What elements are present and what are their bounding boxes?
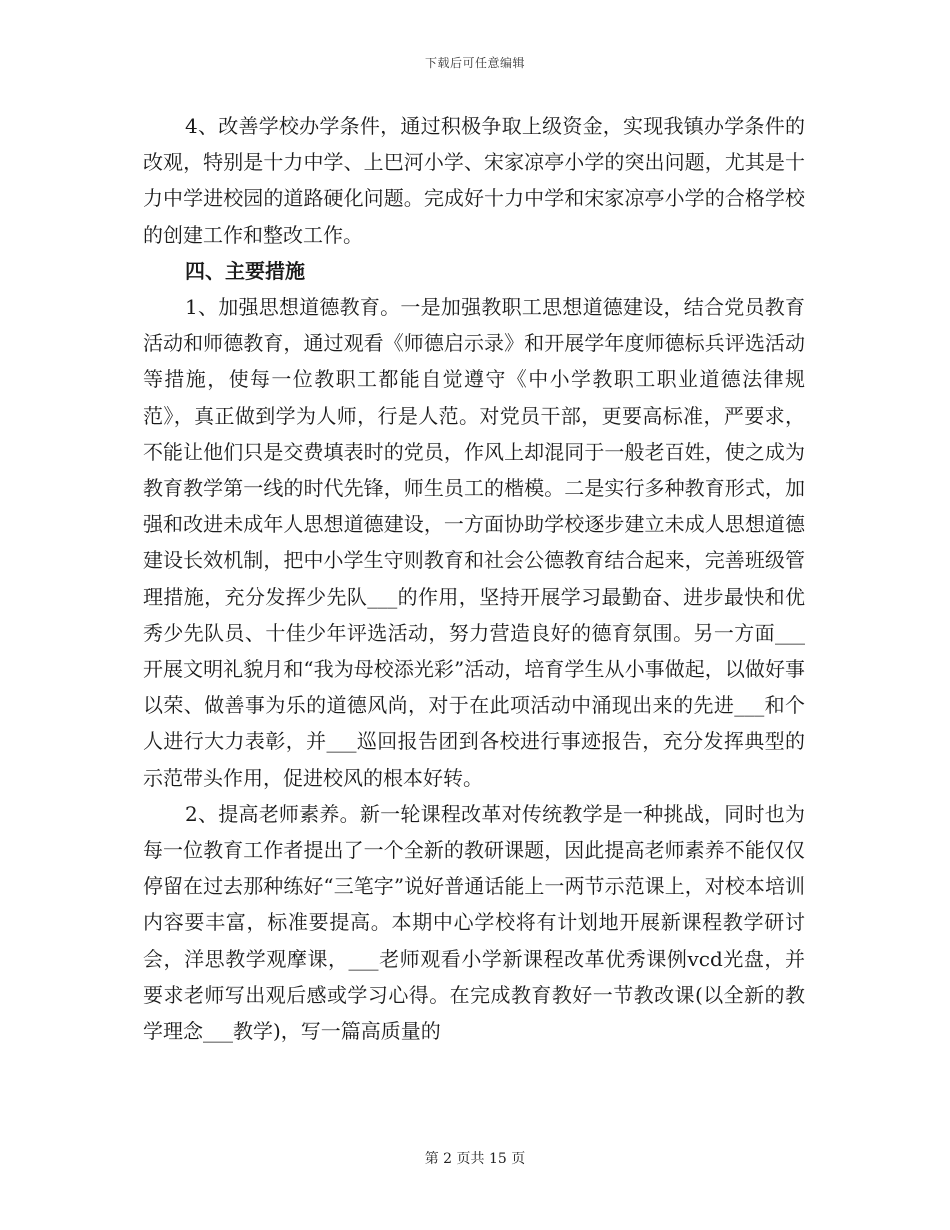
page-header-note: 下载后可任意编辑 (424, 56, 525, 70)
document-body (143, 108, 805, 1049)
paragraph-teacher-quality: 2、提高老师素养。新一轮课程改革对传统教学是一种挑战，同时也为每一位教育工作者提出了一个全新的教研课题，因此提高老师素养不能仅仅停留在过去那种练好“三笔字”说好普通话能上一两节示范课上，对校本培训内容要丰富，标准要提高。本期中心学校将有计划地开展新课程教学研讨会，洋思教学观摩课，___老师观看小学新课程改革优秀课例vcd光盘，并要求老师写出观后感或学习心得。在完成教育教好一节教改课(以全新的教学理念___教学)，写一篇高质量的 (143, 801, 805, 1044)
paragraph-school-conditions: 4、改善学校办学条件，通过积极争取上级资金，实现我镇办学条件的改观，特别是十力中学、上巴河小学、宋家凉亭小学的突出问题，尤其是十力中学进校园的道路硬化问题。完成好十力中学和宋家凉亭小学的合格学校的创建工作和整改工作。 (143, 114, 805, 247)
paragraph-moral-education: 1、加强思想道德教育。一是加强教职工思想道德建设，结合党员教育活动和师德教育，通过观看《师德启示录》和开展学年度师德标兵评选活动等措施，使每一位教职工都能自觉遵守《中小学教职工职业道德法律规范》，真正做到学为人师，行是人范。对党员干部，更要高标准，严要求，不能让他们只是交费填表时的党员，作风上却混同于一般老百姓，使之成为教育教学第一线的时代先锋，师生员工的楷模。二是实行多种教育形式，加强和改进未成年人思想道德建设，一方面协助学校逐步建立未成人思想道德建设长效机制，把中小学生守则教育和社会公德教育结合起来，完善班级管理措施，充分发挥少先队___的作用，坚持开展学习最勤奋、进步最快和优秀少先队员、十佳少年评选活动，努力营造良好的德育氛围。另一方面___开展文明礼貌月和“我为母校添光彩”活动，培育学生从小事做起，以做好事以荣、做善事为乐的道德风尚，对于在此项活动中涌现出来的先进___和个人进行大力表彰，并___巡回报告团到各校进行事迹报告，充分发挥典型的示范带头作用，促进校风的根本好转。 (143, 295, 805, 790)
page-footer-number: 第 2 页共 15 页 (424, 1151, 526, 1167)
section-heading-measures: 四、主要措施 (185, 258, 305, 283)
